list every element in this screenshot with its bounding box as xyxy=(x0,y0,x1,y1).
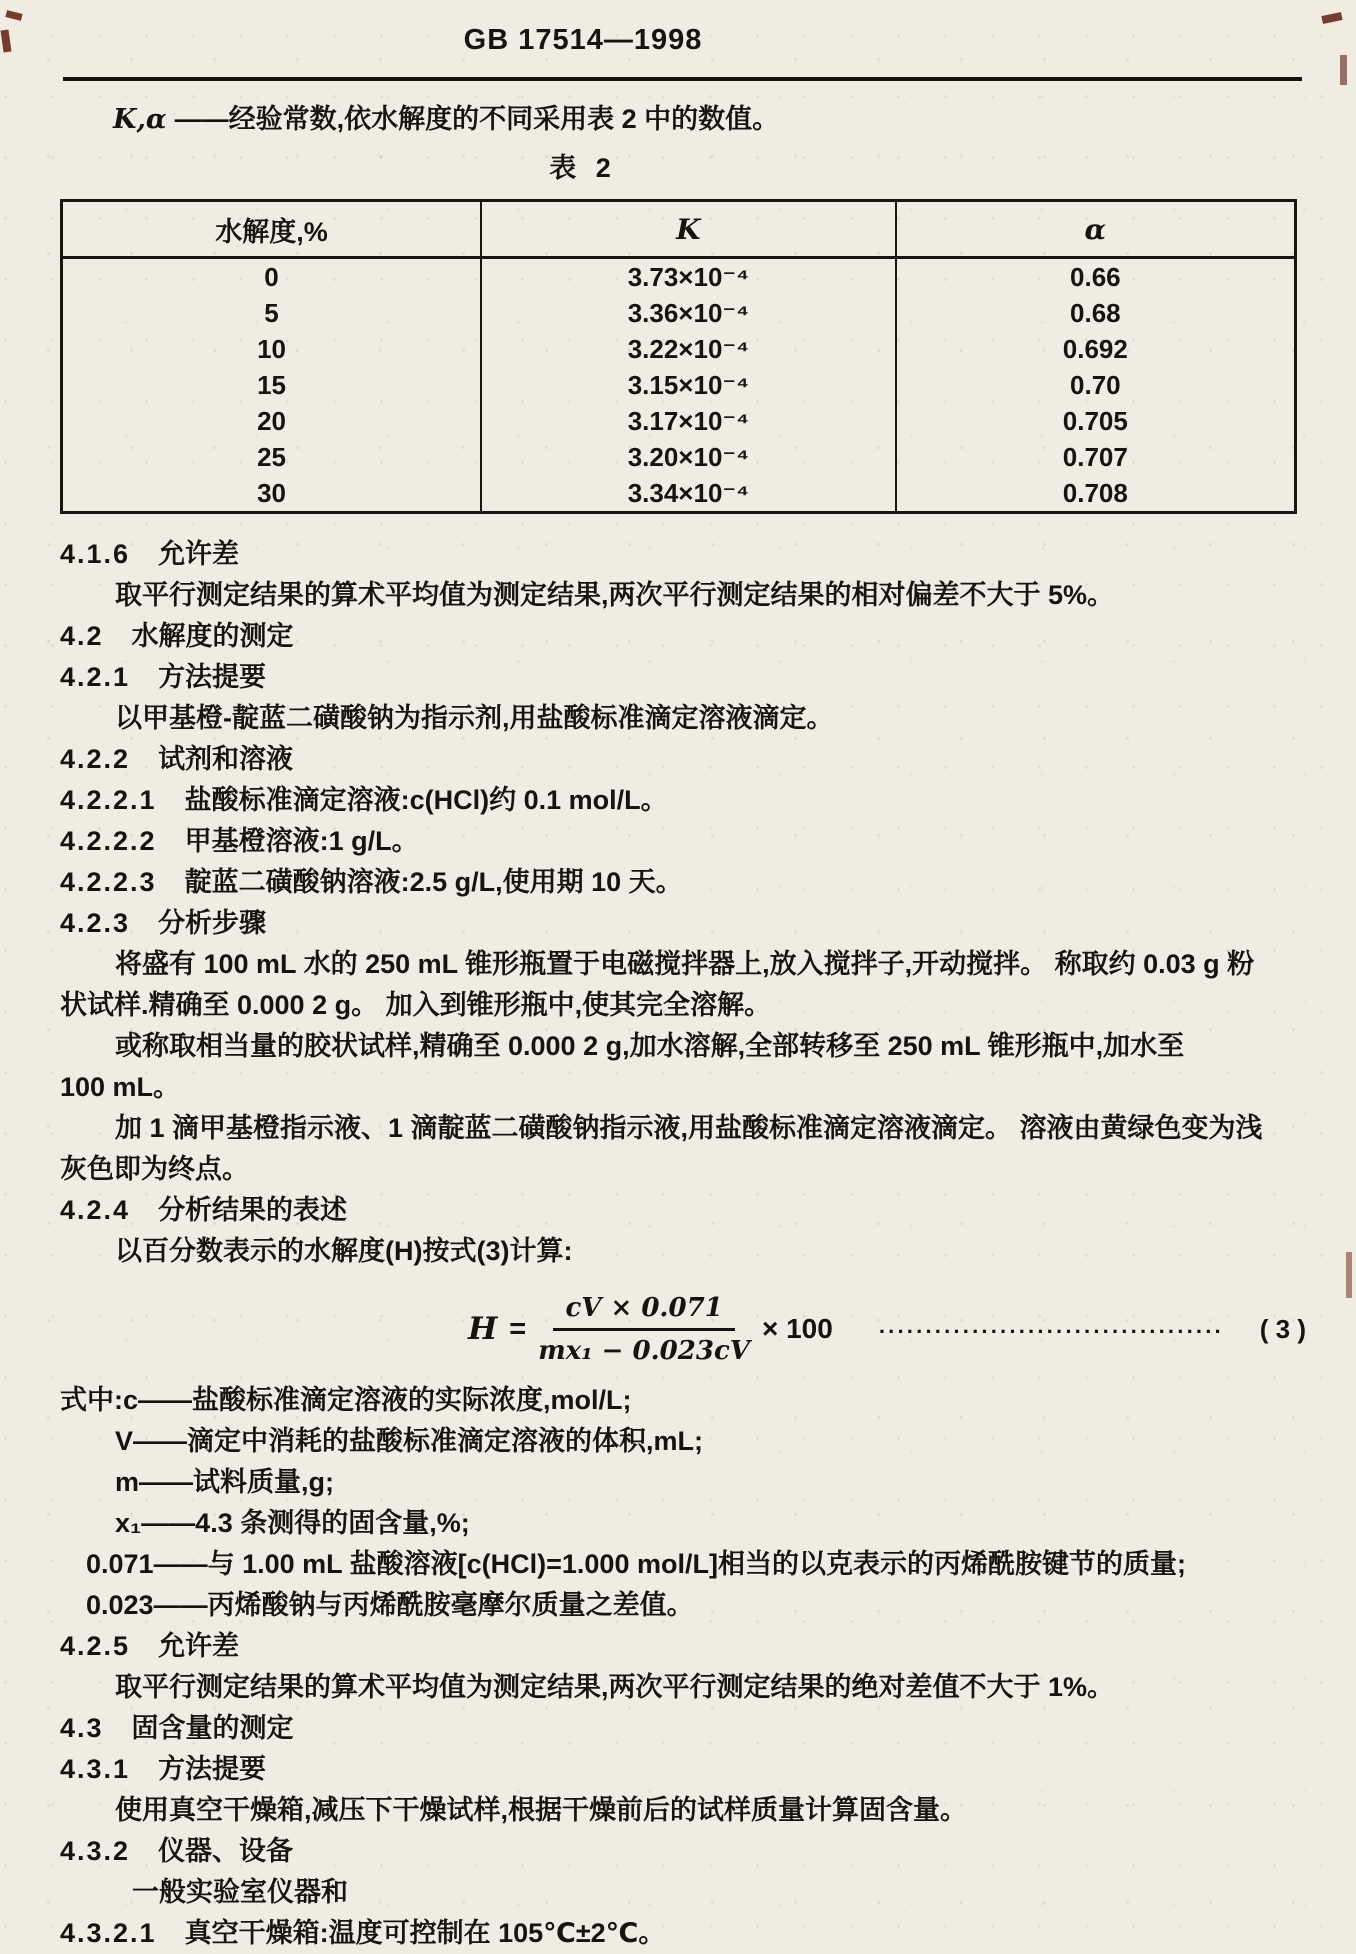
table-cell: 0.70 xyxy=(896,367,1296,403)
equation-dot-leader: ····································· xyxy=(878,1319,1224,1344)
table-row xyxy=(62,367,1296,403)
table-cell: 5 xyxy=(62,295,482,331)
section-heading xyxy=(60,1749,1306,1790)
table-row xyxy=(62,258,1296,296)
section-title: 真空干燥箱:温度可控制在 105℃±2℃。 xyxy=(184,1918,666,1948)
paragraph-line: m——试料质量,g; xyxy=(115,1467,334,1497)
body-text-upper xyxy=(60,534,1306,1272)
equation-denominator: mx₁ − 0.023cV xyxy=(538,1335,750,1366)
paragraph-line: 将盛有 100 mL 水的 250 mL 锥形瓶置于电磁搅拌器上,放入搅拌子,开动搅拌。 称取约 0.03 g 粉 xyxy=(115,949,1255,979)
standard-number: GB 17514—1998 xyxy=(463,24,703,56)
table-cell: 3.36×10⁻⁴ xyxy=(481,295,896,331)
table-cell: 0.66 xyxy=(896,258,1296,296)
section-number: 4.3.1 xyxy=(60,1754,131,1784)
scan-artifact xyxy=(1321,12,1342,24)
section-number: 4.3.2 xyxy=(60,1836,131,1866)
paragraph-line: V——滴定中消耗的盐酸标准滴定溶液的体积,mL; xyxy=(115,1426,704,1456)
table-cell: 3.15×10⁻⁴ xyxy=(481,367,896,403)
body-text-lower xyxy=(60,1380,1306,1954)
equation-multiplier: × 100 xyxy=(761,1313,833,1344)
section-heading xyxy=(60,1626,1306,1667)
paragraph-line: 100 mL。 xyxy=(60,1072,181,1102)
section-heading xyxy=(60,1831,1306,1872)
table-row xyxy=(62,403,1296,439)
section-title: 允许差 xyxy=(158,539,240,569)
section-title: 试剂和溶液 xyxy=(158,744,294,774)
table-cell: 3.22×10⁻⁴ xyxy=(481,331,896,367)
paragraph-line: 以甲基橙-靛蓝二磺酸钠为指示剂,用盐酸标准滴定溶液滴定。 xyxy=(115,703,834,733)
section-title: 仪器、设备 xyxy=(158,1836,294,1866)
table-2 xyxy=(60,199,1297,514)
table-row xyxy=(62,439,1296,475)
equation-equals: = xyxy=(509,1312,527,1345)
section-heading xyxy=(60,739,1306,780)
paragraph-line: 以百分数表示的水解度(H)按式(3)计算: xyxy=(115,1236,573,1266)
table-row xyxy=(62,295,1296,331)
paragraph-line: 取平行测定结果的算术平均值为测定结果,两次平行测定结果的绝对差值不大于 1%。 xyxy=(115,1672,1115,1702)
table-header-row xyxy=(62,201,1296,258)
section-heading xyxy=(60,1190,1306,1231)
table-cell: 0 xyxy=(62,258,482,296)
section-number: 4.2.2 xyxy=(60,744,131,774)
paragraph-line: 加 1 滴甲基橙指示液、1 滴靛蓝二磺酸钠指示液,用盐酸标准滴定溶液滴定。 溶液由黄绿色变为浅 xyxy=(115,1113,1263,1143)
section-heading xyxy=(60,657,1306,698)
section-number: 4.3 xyxy=(60,1713,104,1743)
equation-3 xyxy=(60,1280,1306,1378)
column-header-hydrolysis: 水解度,% xyxy=(62,201,482,258)
scan-artifact xyxy=(1340,55,1347,85)
table-cell: 15 xyxy=(62,367,482,403)
table-row xyxy=(62,331,1296,367)
paragraph-line: 式中:c——盐酸标准滴定溶液的实际浓度,mol/L; xyxy=(60,1385,632,1415)
section-heading xyxy=(60,780,1306,821)
table-2-caption: 表 2 xyxy=(549,153,617,183)
section-number: 4.3.2.1 xyxy=(60,1918,157,1948)
table-cell: 30 xyxy=(62,475,482,513)
scan-artifact xyxy=(5,10,22,21)
equation-lhs: H xyxy=(468,1311,498,1347)
equation-number: ( 3 ) xyxy=(1259,1313,1306,1344)
table-cell: 0.707 xyxy=(896,439,1296,475)
section-title: 方法提要 xyxy=(158,1754,267,1784)
section-number: 4.2.5 xyxy=(60,1631,131,1661)
table-cell: 3.73×10⁻⁴ xyxy=(481,258,896,296)
table-cell: 0.705 xyxy=(896,403,1296,439)
paragraph-line: 状试样.精确至 0.000 2 g。 加入到锥形瓶中,使其完全溶解。 xyxy=(60,990,772,1020)
section-heading xyxy=(60,616,1306,657)
section-number: 4.2.2.2 xyxy=(60,826,157,856)
paragraph-line: 0.023——丙烯酸钠与丙烯酰胺毫摩尔质量之差值。 xyxy=(86,1590,694,1620)
equation-numerator: cV × 0.071 xyxy=(553,1292,734,1331)
table-cell: 10 xyxy=(62,331,482,367)
section-title: 分析步骤 xyxy=(158,908,267,938)
paragraph-line: 灰色即为终点。 xyxy=(60,1154,249,1184)
column-header-alpha: α xyxy=(896,201,1296,258)
section-heading xyxy=(60,862,1306,903)
constants-note-text: ——经验常数,依水解度的不同采用表 2 中的数值。 xyxy=(174,104,780,134)
table-cell: 25 xyxy=(62,439,482,475)
section-number: 4.1.6 xyxy=(60,539,131,569)
table-cell: 3.34×10⁻⁴ xyxy=(481,475,896,513)
section-heading xyxy=(60,1708,1306,1749)
scan-artifact xyxy=(1346,1252,1352,1298)
paragraph-line: 一般实验室仪器和 xyxy=(132,1877,348,1907)
section-heading xyxy=(60,821,1306,862)
section-title: 靛蓝二磺酸钠溶液:2.5 g/L,使用期 10 天。 xyxy=(184,867,683,897)
constants-symbols: K,α xyxy=(113,104,167,135)
section-title: 方法提要 xyxy=(158,662,267,692)
section-number: 4.2.2.3 xyxy=(60,867,157,897)
table-cell: 3.17×10⁻⁴ xyxy=(481,403,896,439)
section-number: 4.2.1 xyxy=(60,662,131,692)
section-title: 固含量的测定 xyxy=(131,1713,294,1743)
section-heading xyxy=(60,903,1306,944)
table-cell: 0.708 xyxy=(896,475,1296,513)
paragraph-line: 或称取相当量的胶状试样,精确至 0.000 2 g,加水溶解,全部转移至 250 mL 锥形瓶中,加水至 xyxy=(115,1031,1185,1061)
section-number: 4.2 xyxy=(60,621,104,651)
paragraph-line: 0.071——与 1.00 mL 盐酸溶液[c(HCl)=1.000 mol/L]相当的以克表示的丙烯酰胺键节的质量; xyxy=(86,1549,1186,1579)
table-cell: 0.68 xyxy=(896,295,1296,331)
section-title: 分析结果的表述 xyxy=(158,1195,348,1225)
section-title: 盐酸标准滴定溶液:c(HCl)约 0.1 mol/L。 xyxy=(184,785,668,815)
section-heading xyxy=(60,1913,1306,1954)
equation-fraction xyxy=(538,1292,750,1367)
paragraph-line: 取平行测定结果的算术平均值为测定结果,两次平行测定结果的相对偏差不大于 5%。 xyxy=(115,580,1115,610)
section-title: 水解度的测定 xyxy=(131,621,294,651)
paragraph-line: 使用真空干燥箱,减压下干燥试样,根据干燥前后的试样质量计算固含量。 xyxy=(115,1795,968,1825)
constants-note xyxy=(113,97,1300,136)
section-number: 4.2.2.1 xyxy=(60,785,157,815)
column-header-K: K xyxy=(481,201,896,258)
table-cell: 0.692 xyxy=(896,331,1296,367)
table-cell: 20 xyxy=(62,403,482,439)
section-number: 4.2.3 xyxy=(60,908,131,938)
section-title: 甲基橙溶液:1 g/L。 xyxy=(184,826,419,856)
table-cell: 3.20×10⁻⁴ xyxy=(481,439,896,475)
section-number: 4.2.4 xyxy=(60,1195,131,1225)
paragraph-line: x₁——4.3 条测得的固含量,%; xyxy=(115,1508,470,1538)
header-rule xyxy=(63,77,1302,81)
section-heading xyxy=(60,534,1306,575)
section-title: 允许差 xyxy=(158,1631,240,1661)
table-row xyxy=(62,475,1296,513)
